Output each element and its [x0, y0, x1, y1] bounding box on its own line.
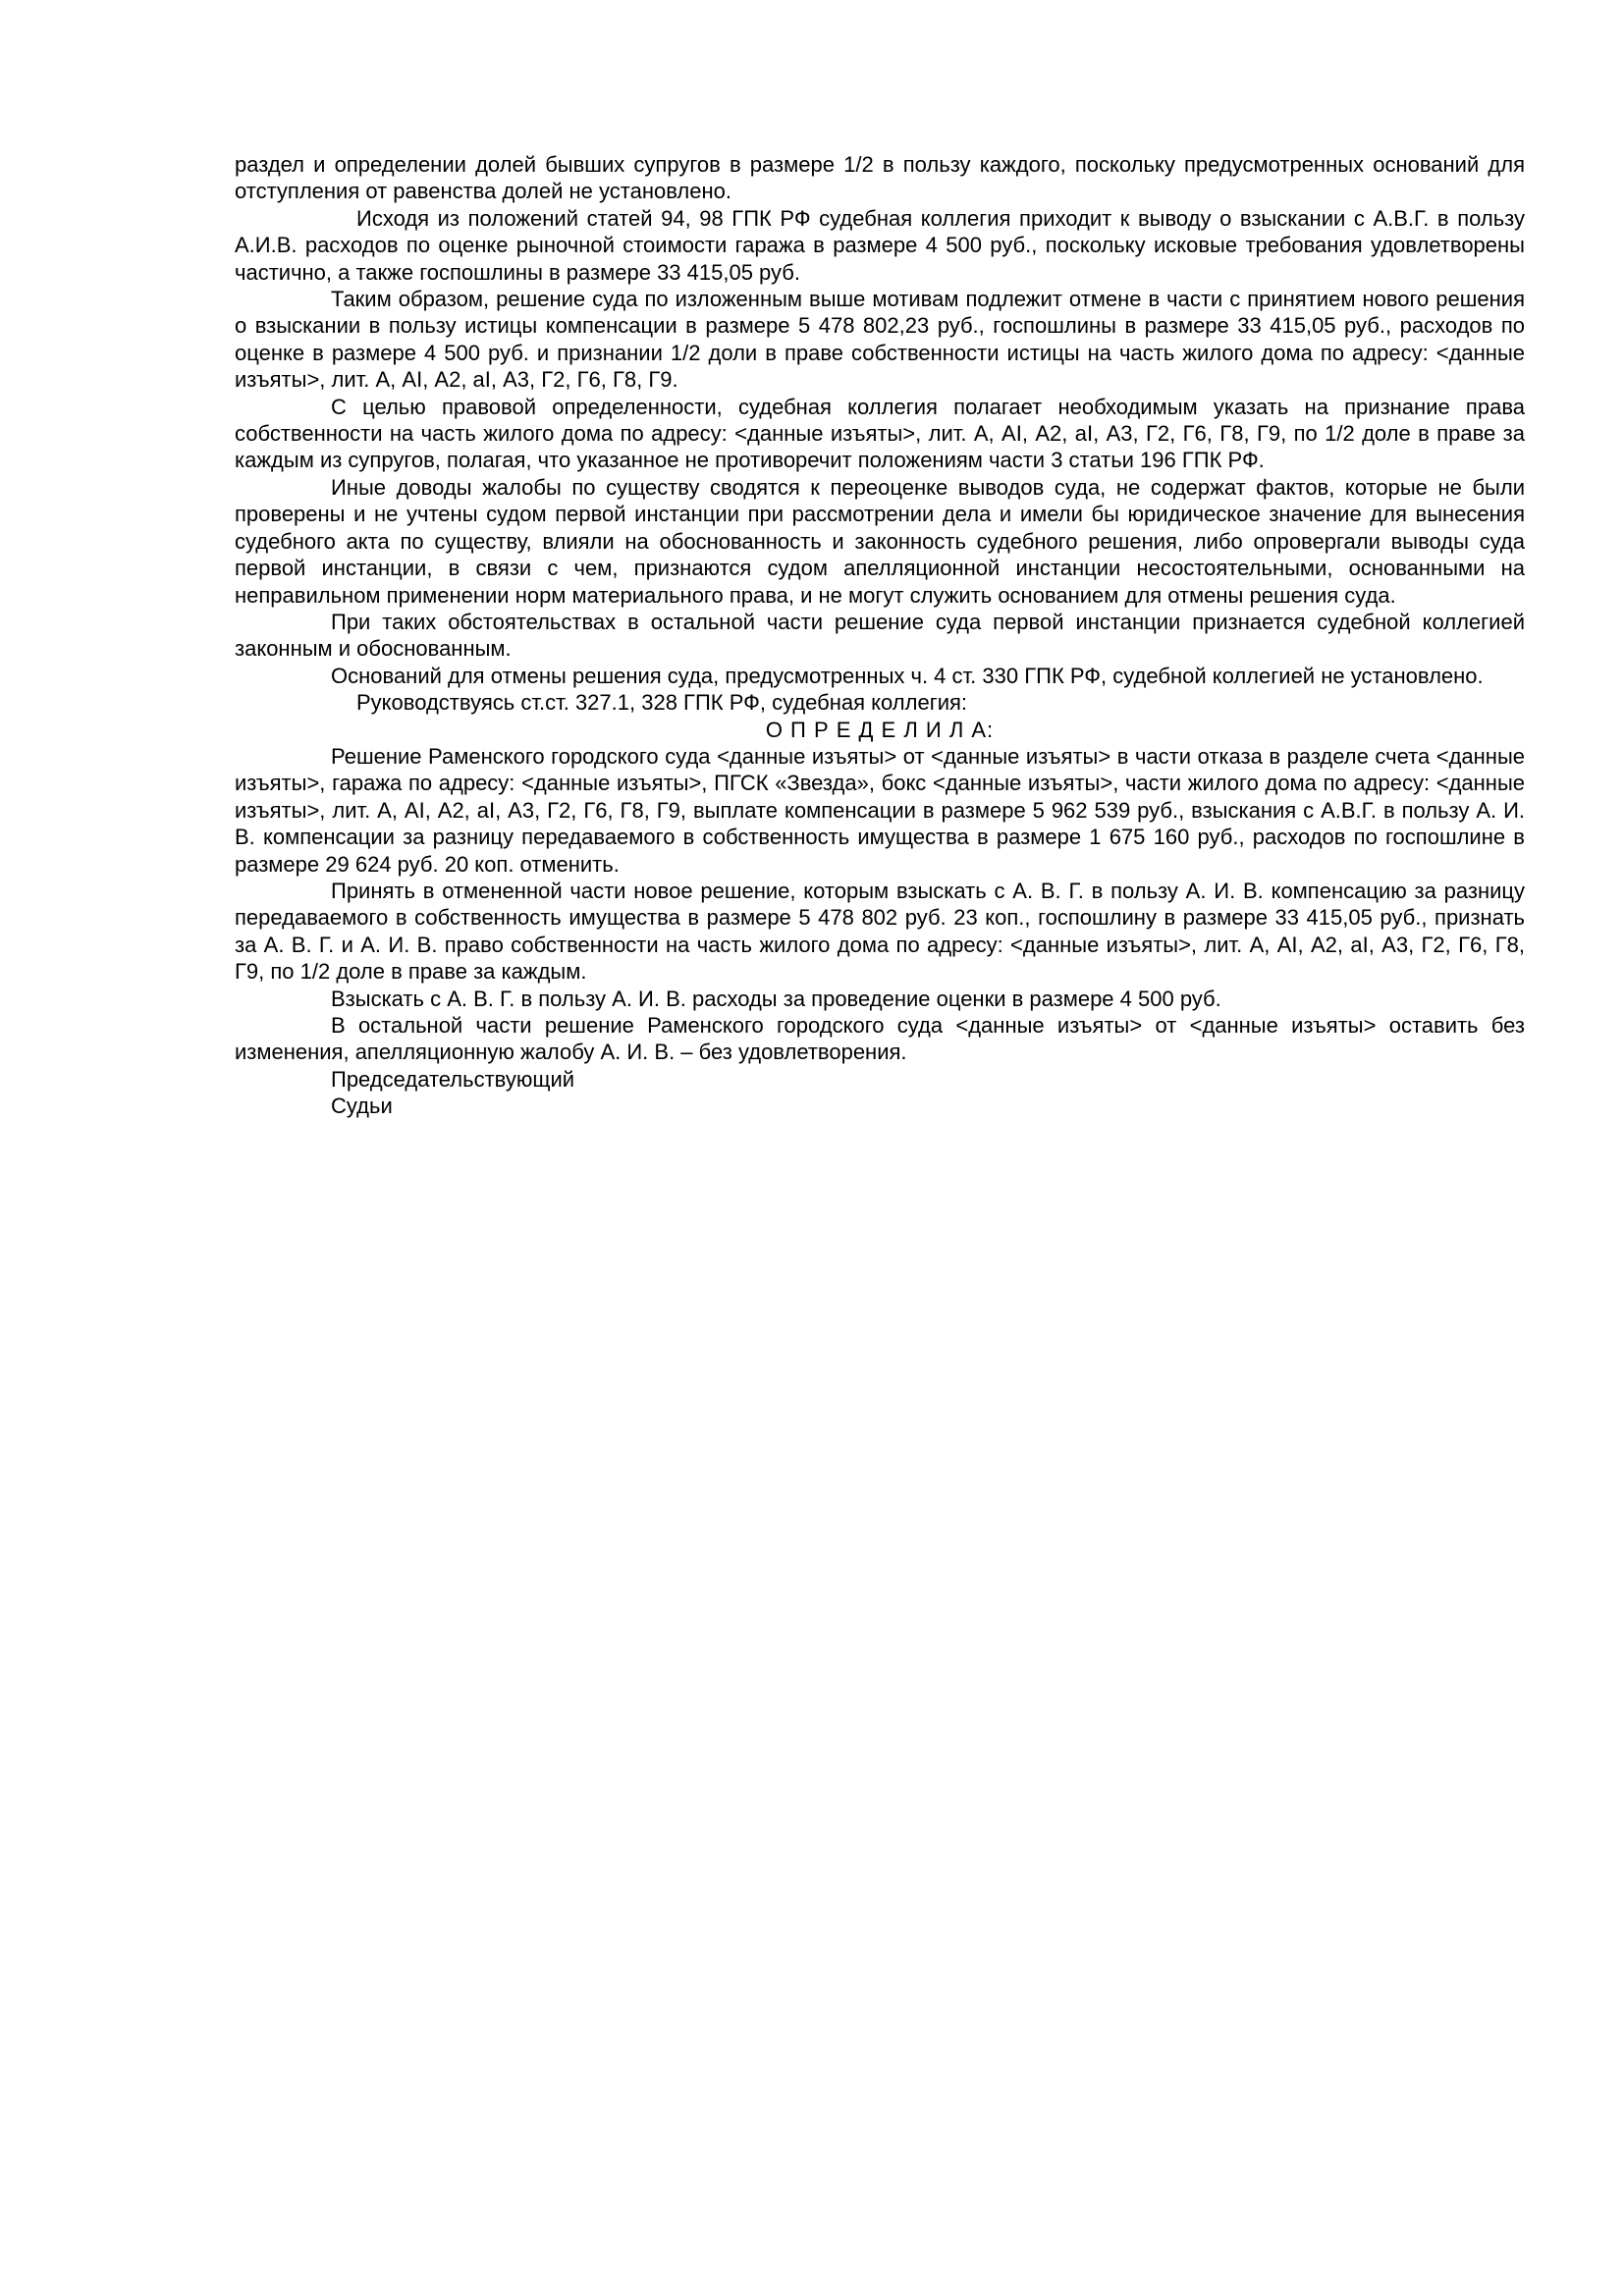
document-page: [235, 151, 1525, 1120]
ruling-paragraph-cancel: Решение Раменского городского суда <данные изъяты> от <данные изъяты> в части отказа в разделе счета <данные изъяты>, гаража по адресу: <данные изъяты>, ПГСК «Звезда», бокс <данные изъяты>, части жилого дома по адресу: <данные изъяты>, лит. А, AI, А2, аI, А3, Г2, Г6, Г8, Г9, выплате компенсации в размере 5 962 539 руб., взыскания с А.В.Г. в пользу А. И. В. компенсации за разницу передаваемого в собственность имущества в размере 1 675 160 руб., расходов по госпошлине в размере 29 624 руб. 20 коп. отменить.: [235, 743, 1525, 877]
ruling-paragraph-assessment-costs: Взыскать с А. В. Г. в пользу А. И. В. расходы за проведение оценки в размере 4 500 руб.: [331, 986, 1221, 1011]
ruling-paragraph-new-decision: Принять в отмененной части новое решение, которым взыскать с А. В. Г. в пользу А. И. В. компенсацию за разницу передаваемого в собственность имущества в размере 5 478 802 руб. 23 коп., госпошлину в размере 33 415,05 руб., признать за А. В. Г. и А. И. В. право собственности на часть жилого дома по адресу: <данные изъяты>, лит. А, AI, А2, аI, А3, Г2, Г6, Г8, Г9, по 1/2 доле в праве за каждым.: [235, 878, 1525, 985]
paragraph-remaining-part: При таких обстоятельствах в остальной части решение суда первой инстанции признается судебной коллегией законным и обоснованным.: [235, 609, 1525, 662]
paragraph-legal-certainty: С целью правовой определенности, судебная коллегия полагает необходимым указать на признание права собственности на часть жилого дома по адресу: <данные изъяты>, лит. А, AI, А2, аI, А3, Г2, Г6, Г8, Г9, по 1/2 доле в праве за каждым из супругов, полагая, что указанное не противоречит положениям части 3 статьи 196 ГПК РФ.: [235, 394, 1525, 473]
ruling-paragraph-unchanged: В остальной части решение Раменского городского суда <данные изъяты> от <данные изъяты> оставить без изменения, апелляционную жалобу А. И. В. – без удовлетворения.: [235, 1013, 1525, 1065]
paragraph-other-arguments: Иные доводы жалобы по существу сводятся к переоценке выводов суда, не содержат фактов, которые не были проверены и не учтены судом первой инстанции при рассмотрении дела и имели бы юридическое значение для вынесения судебного акта по существу, влияли на обоснованность и законность судебного решения, либо опровергали выводы суда первой инстанции, в связи с чем, признаются судом апелляционной инстанции несостоятельными, основанными на неправильном применении норм материального права, и не могут служить основанием для отмены решения суда.: [235, 474, 1525, 608]
paragraph-no-grounds: Оснований для отмены решения суда, предусмотренных ч. 4 ст. 330 ГПК РФ, судебной коллегией не установлено.: [331, 663, 1484, 688]
paragraph-guided-by: Руководствуясь ст.ст. 327.1, 328 ГПК РФ, судебная коллегия:: [356, 690, 968, 716]
ruling-heading: О П Р Е Д Е Л И Л А:: [765, 717, 995, 742]
paragraph-division-of-shares: раздел и определении долей бывших супругов в размере 1/2 в пользу каждого, поскольку предусмотренных оснований для отступления от равенства долей не установлено.: [235, 152, 1525, 204]
paragraph-court-costs: Исходя из положений статей 94, 98 ГПК РФ судебная коллегия приходит к выводу о взыскании с А.В.Г. в пользу А.И.В. расходов по оценке рыночной стоимости гаража в размере 4 500 руб., поскольку исковые требования удовлетворены частично, а также госпошлины в размере 33 415,05 руб.: [235, 205, 1525, 285]
signature-presiding: Председательствующий: [331, 1066, 575, 1092]
paragraph-decision-reversal: Таким образом, решение суда по изложенным выше мотивам подлежит отмене в части с принятием нового решения о взыскании в пользу истицы компенсации в размере 5 478 802,23 руб., госпошлины в размере 33 415,05 руб., расходов по оценке в размере 4 500 руб. и признании 1/2 доли в праве собственности истицы на часть жилого дома по адресу: <данные изъяты>, лит. А, AI, А2, аI, А3, Г2, Г6, Г8, Г9.: [235, 287, 1525, 393]
signature-judges: Судьи: [331, 1094, 393, 1119]
